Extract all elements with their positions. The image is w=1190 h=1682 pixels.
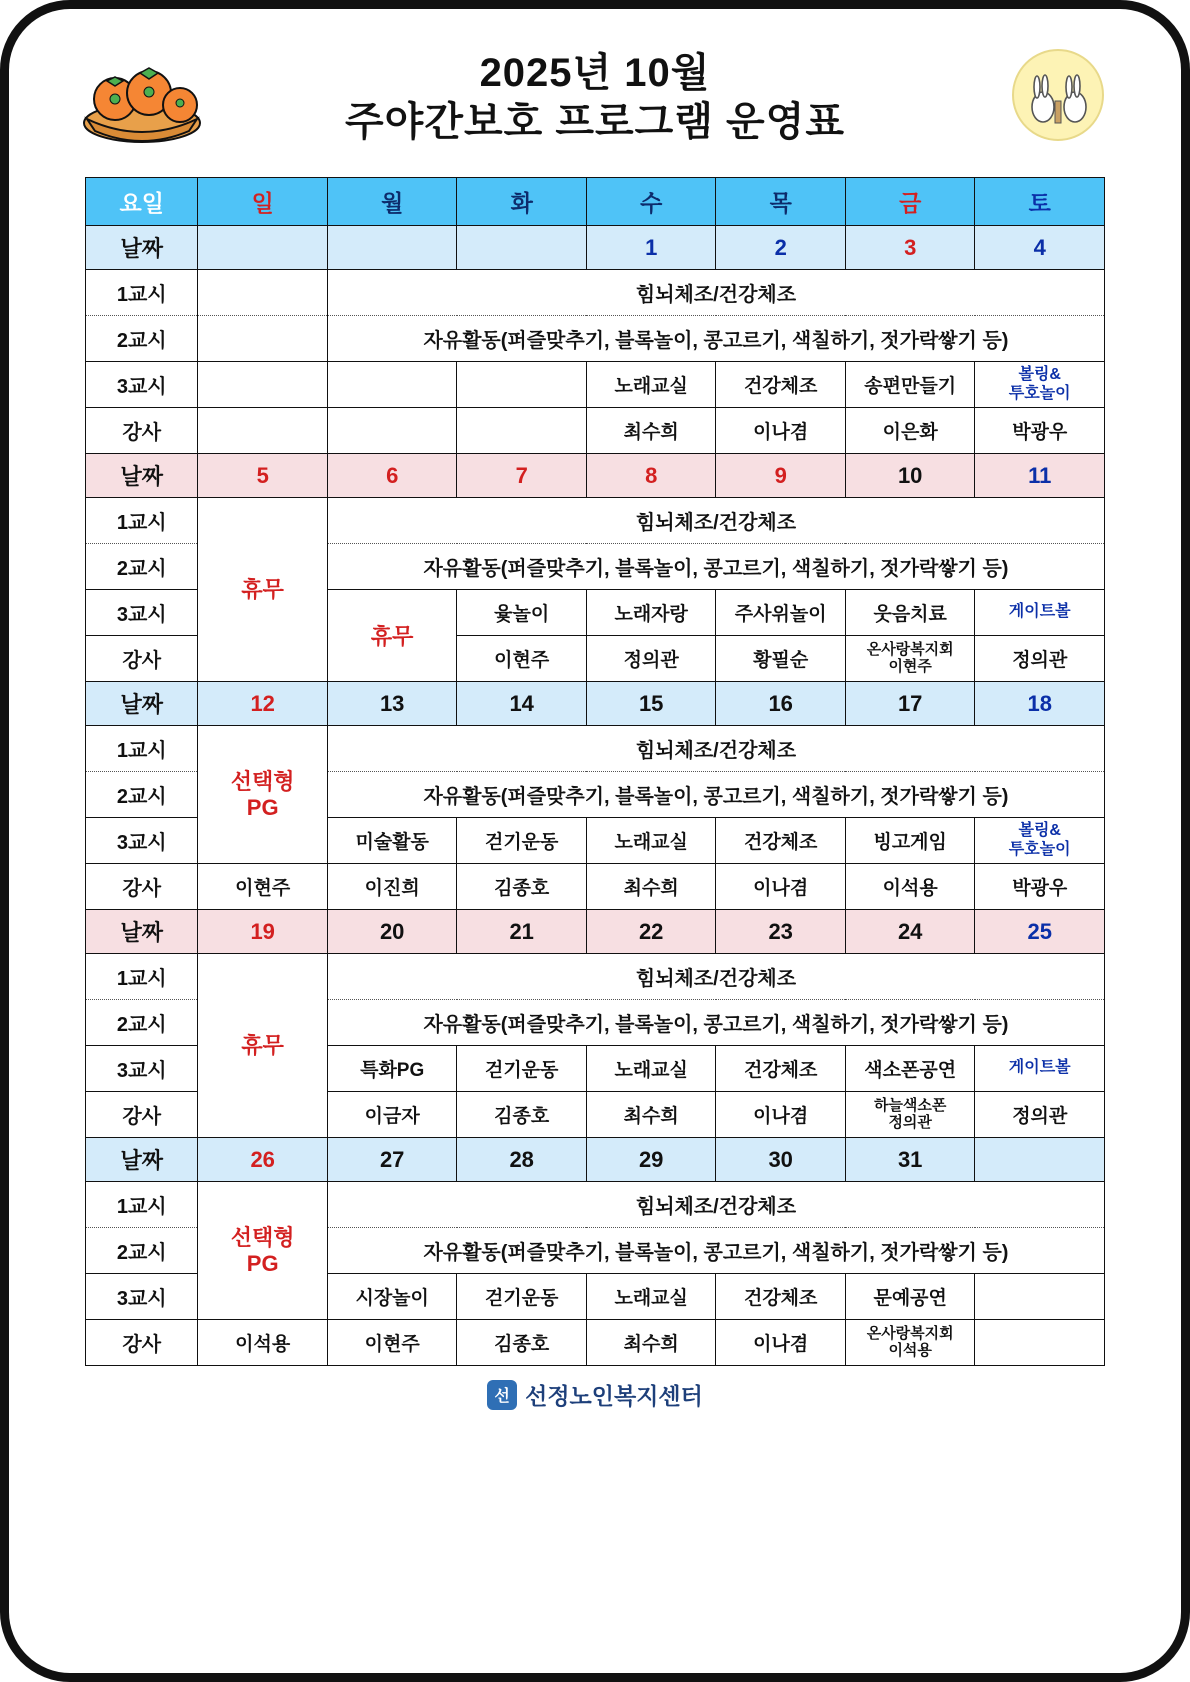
row-label-p2: 2교시: [86, 316, 198, 362]
teacher-cell: 정의관: [975, 636, 1105, 682]
page-title-line2: 주야간보호 프로그램 운영표: [345, 100, 845, 144]
program-cell: 걷기운동: [457, 1274, 587, 1320]
row-label-teacher: 강사: [86, 1092, 198, 1138]
period1-row: [86, 1182, 1105, 1228]
row-label-date: 날짜: [86, 910, 198, 954]
period2-common: 자유활동(퍼즐맞추기, 블록놀이, 콩고르기, 색칠하기, 젓가락쌓기 등): [327, 772, 1104, 818]
full-moon-rabbits-icon: [1003, 43, 1113, 148]
teacher-cell: [457, 408, 587, 454]
teacher-cell: 이나겸: [716, 864, 846, 910]
period1-row: [86, 726, 1105, 772]
period2-common: 자유활동(퍼즐맞추기, 블록놀이, 콩고르기, 색칠하기, 젓가락쌓기 등): [327, 1228, 1104, 1274]
date-cell: 30: [716, 1138, 846, 1182]
program-cell: 건강체조: [716, 1274, 846, 1320]
dates-row: [86, 1138, 1105, 1182]
row-label-p1: 1교시: [86, 498, 198, 544]
row-label-date: 날짜: [86, 454, 198, 498]
program-cell: 주사위놀이: [716, 590, 846, 636]
program-cell: 웃음치료: [845, 590, 975, 636]
teacher-cell: [975, 1320, 1105, 1366]
column-header-2: 월: [327, 178, 457, 226]
date-cell: [975, 1138, 1105, 1182]
program-cell: 노래교실: [586, 362, 716, 408]
page-header: [49, 33, 1141, 163]
period1-common: 힘뇌체조/건강체조: [327, 726, 1104, 772]
column-header-5: 목: [716, 178, 846, 226]
date-cell: 12: [198, 682, 328, 726]
date-cell: 10: [845, 454, 975, 498]
program-cell: [975, 1274, 1105, 1320]
date-cell: 21: [457, 910, 587, 954]
row-label-p3: 3교시: [86, 818, 198, 864]
sunday-note-cell: 휴무: [198, 954, 328, 1138]
teacher-cell: 이석용: [845, 864, 975, 910]
teacher-cell: 하늘색소폰 정의관: [845, 1092, 975, 1138]
column-header-4: 수: [586, 178, 716, 226]
program-cell: 노래자랑: [586, 590, 716, 636]
dates-row: [86, 226, 1105, 270]
date-cell: 8: [586, 454, 716, 498]
teacher-cell: 최수희: [586, 1320, 716, 1366]
row-label-p1: 1교시: [86, 726, 198, 772]
program-cell: [457, 362, 587, 408]
row-label-teacher: 강사: [86, 636, 198, 682]
row-label-p2: 2교시: [86, 772, 198, 818]
date-cell: 1: [586, 226, 716, 270]
empty-cell: [198, 362, 328, 408]
date-cell: 24: [845, 910, 975, 954]
period3-row: [86, 362, 1105, 408]
period2-common: 자유활동(퍼즐맞추기, 블록놀이, 콩고르기, 색칠하기, 젓가락쌓기 등): [327, 316, 1104, 362]
row-label-date: 날짜: [86, 682, 198, 726]
program-cell: 빙고게임: [845, 818, 975, 864]
program-cell: 건강체조: [716, 362, 846, 408]
date-cell: 5: [198, 454, 328, 498]
row-label-p3: 3교시: [86, 362, 198, 408]
teacher-cell: 이현주: [198, 864, 328, 910]
period1-row: [86, 498, 1105, 544]
sunday-note-cell: 선택형 PG: [198, 726, 328, 864]
column-header-1: 일: [198, 178, 328, 226]
teacher-row: [86, 864, 1105, 910]
empty-cell: [198, 270, 328, 316]
program-cell: 볼링& 투호놀이: [975, 362, 1105, 408]
teacher-cell: 최수희: [586, 864, 716, 910]
program-cell: [327, 362, 457, 408]
date-cell: 13: [327, 682, 457, 726]
row-label-teacher: 강사: [86, 1320, 198, 1366]
program-cell: 시장놀이: [327, 1274, 457, 1320]
footer-logo: [49, 1378, 1141, 1411]
center-logo-icon: 선: [487, 1380, 517, 1410]
teacher-cell: 김종호: [457, 1320, 587, 1366]
date-cell: 9: [716, 454, 846, 498]
teacher-cell: 김종호: [457, 864, 587, 910]
empty-cell: [198, 316, 328, 362]
program-cell: 색소폰공연: [845, 1046, 975, 1092]
teacher-cell: 이나겸: [716, 1320, 846, 1366]
date-cell: [327, 226, 457, 270]
date-cell: 23: [716, 910, 846, 954]
row-label-date: 날짜: [86, 1138, 198, 1182]
dates-row: [86, 910, 1105, 954]
program-cell: 송편만들기: [845, 362, 975, 408]
program-cell: 미술활동: [327, 818, 457, 864]
date-cell: [198, 226, 328, 270]
page-title-line1: 2025년 10월: [479, 51, 711, 96]
date-cell: 17: [845, 682, 975, 726]
date-cell: 15: [586, 682, 716, 726]
teacher-cell: 이은화: [845, 408, 975, 454]
period1-common: 힘뇌체조/건강체조: [327, 954, 1104, 1000]
row-label-p1: 1교시: [86, 1182, 198, 1228]
schedule-table: [85, 177, 1105, 1366]
teacher-cell: 이현주: [327, 1320, 457, 1366]
period1-row: [86, 954, 1105, 1000]
period1-common: 힘뇌체조/건강체조: [327, 498, 1104, 544]
program-cell: 노래교실: [586, 818, 716, 864]
date-cell: 6: [327, 454, 457, 498]
date-cell: 22: [586, 910, 716, 954]
teacher-cell: 김종호: [457, 1092, 587, 1138]
row-label-date: 날짜: [86, 226, 198, 270]
column-header-3: 화: [457, 178, 587, 226]
row-label-p3: 3교시: [86, 590, 198, 636]
teacher-cell: 이현주: [457, 636, 587, 682]
row-label-p3: 3교시: [86, 1274, 198, 1320]
teacher-cell: 온사랑복지회 이현주: [845, 636, 975, 682]
program-cell: 노래교실: [586, 1274, 716, 1320]
date-cell: 28: [457, 1138, 587, 1182]
program-cell: 볼링& 투호놀이: [975, 818, 1105, 864]
date-cell: 4: [975, 226, 1105, 270]
date-cell: 18: [975, 682, 1105, 726]
date-cell: 2: [716, 226, 846, 270]
date-cell: 7: [457, 454, 587, 498]
row-label-p1: 1교시: [86, 954, 198, 1000]
teacher-cell: 이나겸: [716, 408, 846, 454]
date-cell: 16: [716, 682, 846, 726]
dates-row: [86, 682, 1105, 726]
teacher-cell: 이진희: [327, 864, 457, 910]
teacher-cell: 이석용: [198, 1320, 328, 1366]
teacher-row: [86, 1320, 1105, 1366]
row-label-p2: 2교시: [86, 1000, 198, 1046]
column-header-6: 금: [845, 178, 975, 226]
program-cell: 특화PG: [327, 1046, 457, 1092]
program-cell: 건강체조: [716, 1046, 846, 1092]
date-cell: 14: [457, 682, 587, 726]
period2-common: 자유활동(퍼즐맞추기, 블록놀이, 콩고르기, 색칠하기, 젓가락쌓기 등): [327, 1000, 1104, 1046]
row-label-p2: 2교시: [86, 544, 198, 590]
teacher-row: [86, 408, 1105, 454]
schedule-table-body: [86, 178, 1105, 1366]
teacher-cell: 최수희: [586, 1092, 716, 1138]
row-label-teacher: 강사: [86, 864, 198, 910]
program-cell: 문예공연: [845, 1274, 975, 1320]
row-label-p2: 2교시: [86, 1228, 198, 1274]
program-cell: 윷놀이: [457, 590, 587, 636]
teacher-cell: 온사랑복지회 이석용: [845, 1320, 975, 1366]
persimmon-basket-icon: [77, 41, 207, 146]
program-cell: 게이트볼: [975, 1046, 1105, 1092]
date-cell: 26: [198, 1138, 328, 1182]
period2-common: 자유활동(퍼즐맞추기, 블록놀이, 콩고르기, 색칠하기, 젓가락쌓기 등): [327, 544, 1104, 590]
teacher-cell: [327, 408, 457, 454]
date-cell: 29: [586, 1138, 716, 1182]
period2-row: [86, 316, 1105, 362]
program-cell: 건강체조: [716, 818, 846, 864]
date-cell: 3: [845, 226, 975, 270]
row-label-teacher: 강사: [86, 408, 198, 454]
teacher-cell: 이금자: [327, 1092, 457, 1138]
date-cell: 11: [975, 454, 1105, 498]
teacher-cell: 박광우: [975, 864, 1105, 910]
column-header-7: 토: [975, 178, 1105, 226]
teacher-cell: 박광우: [975, 408, 1105, 454]
column-header-0: 요일: [86, 178, 198, 226]
sunday-note-cell: 휴무: [198, 498, 328, 682]
date-cell: [457, 226, 587, 270]
program-cell: 게이트볼: [975, 590, 1105, 636]
period1-row: [86, 270, 1105, 316]
period1-common: 힘뇌체조/건강체조: [327, 270, 1104, 316]
teacher-cell: 최수희: [586, 408, 716, 454]
date-cell: 27: [327, 1138, 457, 1182]
program-cell: 걷기운동: [457, 818, 587, 864]
teacher-cell: 황필순: [716, 636, 846, 682]
empty-cell: [198, 408, 328, 454]
monday-note-cell: 휴무: [327, 590, 457, 682]
date-cell: 20: [327, 910, 457, 954]
dates-row: [86, 454, 1105, 498]
date-cell: 19: [198, 910, 328, 954]
date-cell: 31: [845, 1138, 975, 1182]
program-cell: 노래교실: [586, 1046, 716, 1092]
row-label-p3: 3교시: [86, 1046, 198, 1092]
teacher-cell: 정의관: [975, 1092, 1105, 1138]
period1-common: 힘뇌체조/건강체조: [327, 1182, 1104, 1228]
teacher-cell: 이나겸: [716, 1092, 846, 1138]
teacher-cell: 정의관: [586, 636, 716, 682]
date-cell: 25: [975, 910, 1105, 954]
sunday-note-cell: 선택형 PG: [198, 1182, 328, 1320]
center-name: 선정노인복지센터: [525, 1383, 703, 1409]
row-label-p1: 1교시: [86, 270, 198, 316]
table-header-row: [86, 178, 1105, 226]
program-cell: 걷기운동: [457, 1046, 587, 1092]
